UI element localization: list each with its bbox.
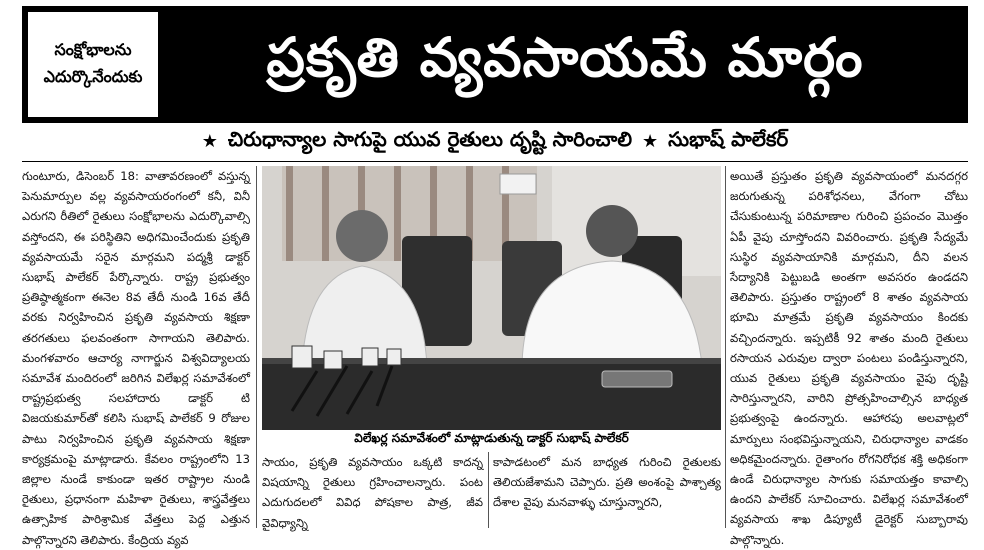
bottom-column-1-text: సాయం, ప్రకృతి వ్యవసాయం ఒక్కటి కాదన్న విషయాన్ని రైతులు గ్రహించాలన్నారు. పంట ఎదుగుదలలో వివిధ పోషకాల పాత్ర, జీవ వైవిధ్యాన్ని <box>262 455 483 530</box>
column-divider <box>488 452 489 528</box>
kicker-box <box>28 12 158 117</box>
subheadline-text: చిరుధాన్యాల సాగుపై యువ రైతులు దృష్టి సారించాలి <box>227 126 632 151</box>
left-column-text: గుంటూరు, డిసెంబర్ 18: వాతావరణంలో వస్తున్న పెనుమార్పుల వల్ల వ్యవసాయరంగంలో కనీ, వినీ ఎరుగని రీతిలో రైతులు సంక్షోభాలను ఎదుర్కొవాల్సి వస్తోందని, ఈ పరిస్థితిని అధిగమించేందుకు ప్రకృతి వ్యవసాయమే సరైన మార్గమని పద్మశ్రీ డాక్టర్ సుభాష్ పాలేకర్ పేర్కొన్నారు. రాష్ట్ర ప్రభుత్వం ప్రతిష్ఠాత్మకంగా ఈనెల 8వ తేదీ నుండి 16వ తేదీ వరకు నిర్వహించిన ప్రకృతి వ్యవసాయ శిక్షణా తరగతులు ఫలవంతంగా సాగాయని తెలిపారు. మంగళవారం ఆచార్య నాగార్జున విశ్వవిద్యాలయ సమావేశ మందిరంలో జరిగిన విలేఖర్ల సమావేశంలో రాష్ట్రప్రభుత్వ సలహాదారు డాక్టర్ టి విజయకుమార్‌తో కలిసి సుభాష్ పాలేకర్ 9 రోజుల పాటు నిర్వహించిన ప్రకృతి వ్యవసాయ శిక్షణా కార్యక్రమంపై మాట్లాడారు. కేవలం రాష్ట్రంలోని 13 జిల్లాల నుండే కాకుండా ఇతర రాష్ట్రాల నుండి రైతులు, ప్రధానంగా మహిళా రైతులు, శాస్త్రవేత్తలు ఉత్సాహిక పారిశ్రామిక వేత్తలు పెద్ద ఎత్తున పాల్గొన్నారని తెలిపారు. కేంద్రియ వ్యవ <box>22 169 250 547</box>
left-column <box>22 166 250 547</box>
bottom-column-2 <box>493 452 721 530</box>
bottom-column-1 <box>262 452 483 530</box>
press-meet-photo <box>262 166 721 430</box>
bottom-column-2-text: కాపాడటంలో మన బాధ్యత గురించి రైతులకు తెలియజేశామని చెప్పారు. ప్రతి అంశంపై పాశ్చాత్య దేశాల వైపు మనవాళ్ళు చూస్తున్నారని, <box>493 455 721 510</box>
column-divider <box>725 166 726 528</box>
headline-banner <box>22 6 968 123</box>
star-icon: ★ <box>201 130 218 152</box>
photo-illustration <box>262 166 721 430</box>
subheadline-attribution: సుభాష్ పాలేకర్ <box>668 126 789 151</box>
star-icon: ★ <box>642 130 659 152</box>
right-column <box>730 166 968 547</box>
subheadline <box>22 124 968 158</box>
divider <box>22 161 968 162</box>
kicker-line-1: సంక్షోభాలను <box>54 39 132 59</box>
right-column-text: అయితే ప్రస్తుతం ప్రకృతి వ్యవసాయంలో మనదగ్గర జరుగుతున్న పరిశోధనలు, వేగంగా చోటు చేసుకుంటున్న పరిమాణాల గురించి ప్రపంచం మొత్తం ఏపీ వైపు చూస్తోందని వివరించారు. ప్రకృతి సేద్యమే సుస్థిర వ్యవసాయానికి మార్గమని, దీని వలన సేద్యానికి పెట్టుబడి అంతగా అవసరం ఉండదని తెలిపారు. ప్రస్తుతం రాష్ట్రంలో 8 శాతం వ్యవసాయ భూమి మాత్రమే ప్రకృతి వ్యవసాయం కిందకు వచ్చిందన్నారు. ఇప్పటికీ 92 శాతం మంది రైతులు రసాయన ఎరువుల ద్వారా పంటలు పండిస్తున్నారని, యువ రైతులు ప్రకృతి వ్యవసాయం వైపు దృష్టి సారిస్తున్నారని, వారిని ప్రోత్సహించాల్సిన బాధ్యత ప్రభుత్వంపై ఉందన్నారు. ఆహారపు అలవాట్లలో మార్పులు సంభవిస్తున్నాయని, చిరుధాన్యాల వాడకం అధికమైందన్నారు. రైతాంగం రోగనిరోధక శక్తి అధికంగా ఉండే చిరుధాన్యాల సాగుకు సమాయత్తం కావాల్సి ఉందని పాలేకర్ సూచించారు. విలేఖర్ల సమావేశంలో వ్యవసాయ శాఖ డిప్యూటీ డైరెక్టర్ సుబ్బారావు పాల్గొన్నారు. <box>730 169 968 547</box>
column-divider <box>256 166 257 528</box>
photo-caption: విలేఖర్ల సమావేశంలో మాట్లాడుతున్న డాక్టర్ సుభాష్ పాలేకర్ <box>262 430 721 448</box>
kicker-line-2: ఎదుర్కొనేందుకు <box>43 66 143 86</box>
headline: ప్రకృతి వ్యవసాయమే మార్గం <box>266 26 864 89</box>
